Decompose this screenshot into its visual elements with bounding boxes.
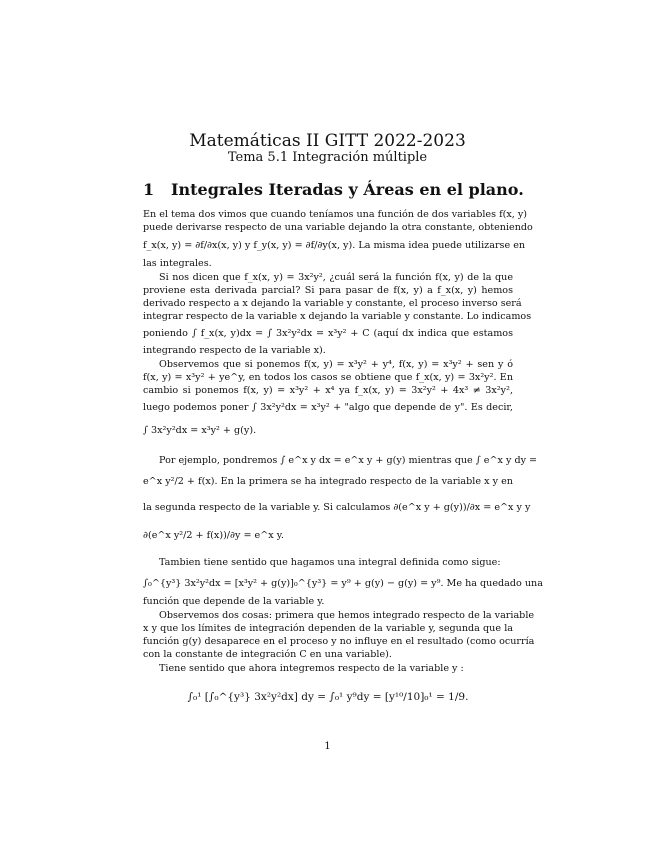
text-line: Si nos dicen que f_x(x, y) = 3x²y², ¿cuál será la función f(x, y) de la que	[159, 272, 513, 283]
text-line: integrando respecto de la variable x).	[143, 345, 326, 356]
text-line: proviene esta derivada parcial? Si para pasar de f(x, y) a f_x(x, y) hemos	[143, 285, 513, 296]
text-line: luego podemos poner ∫ 3x²y²dx = x³y² + "algo que depende de y". Es decir,	[143, 402, 513, 413]
text-line: ∫ 3x²y²dx = x³y² + g(y).	[143, 425, 257, 436]
text-line: Tambien tiene sentido que hagamos una integral definida como sigue:	[159, 557, 501, 568]
text-line: función que depende de la variable y.	[143, 596, 325, 607]
text-line: ∂(e^x y²/2 + f(x))/∂y = e^x y.	[143, 530, 284, 541]
text-line: Observemos dos cosas: primera que hemos integrado respecto de la variable	[159, 610, 535, 621]
text-line: las integrales.	[143, 258, 212, 269]
text-line: f_x(x, y) = ∂f/∂x(x, y) y f_y(x, y) = ∂f/∂y(x, y). La misma idea puede utilizarse en	[143, 240, 526, 251]
text-line: Por ejemplo, pondremos ∫ e^x y dx = e^x y + g(y) mientras que ∫ e^x y dy =	[159, 455, 538, 466]
text-line: puede derivarse respecto de una variable dejando la otra constante, obteniendo	[143, 222, 533, 233]
text-line: poniendo ∫ f_x(x, y)dx = ∫ 3x²y²dx = x³y² + C (aquí dx indica que estamos	[143, 328, 513, 339]
section-heading	[143, 180, 524, 200]
section-title: Integrales Iteradas y Áreas en el plano.	[171, 180, 524, 199]
text-line: En el tema dos vimos que cuando teníamos una función de dos variables f(x, y)	[143, 209, 528, 220]
text-line: e^x y²/2 + f(x). En la primera se ha integrado respecto de la variable x y en	[143, 476, 513, 487]
section-number: 1	[143, 180, 155, 199]
text-line: x y que los límites de integración dependen de la variable y, segunda que la	[143, 623, 513, 634]
display-equation: ∫₀¹ [∫₀^{y³} 3x²y²dx] dy = ∫₀¹ y⁹dy = [y¹⁰/10]₀¹ = 1/9.	[187, 691, 469, 703]
text-line: función g(y) desaparece en el proceso y no influye en el resultado (como ocurría	[143, 636, 535, 647]
text-line: ∫₀^{y³} 3x²y²dx = [x³y² + g(y)]₀^{y³} = y⁹ + g(y) − g(y) = y⁹. Me ha quedado una	[143, 578, 543, 589]
text-line: derivado respecto a x dejando la variable y constante, el proceso inverso será	[143, 298, 522, 309]
text-line: Observemos que si ponemos f(x, y) = x³y² + y⁴, f(x, y) = x³y² + sen y ó	[159, 359, 513, 370]
page-number: 1	[324, 741, 331, 752]
text-line: integrar respecto de la variable x dejando la variable y constante. Lo indicamos	[143, 311, 532, 322]
document-title: Matemáticas II GITT 2022-2023	[189, 131, 466, 151]
document-subtitle: Tema 5.1 Integración múltiple	[227, 150, 428, 165]
text-line: f(x, y) = x³y² + ye^y, en todos los casos se obtiene que f_x(x, y) = 3x²y². En	[143, 372, 513, 383]
text-line: la segunda respecto de la variable y. Si calculamos ∂(e^x y + g(y))/∂x = e^x y y	[143, 502, 531, 513]
text-line: con la constante de integración C en una variable).	[143, 649, 392, 660]
text-line: Tiene sentido que ahora integremos respecto de la variable y :	[159, 663, 464, 674]
text-line: cambio si ponemos f(x, y) = x³y² + x⁴ ya f_x(x, y) = 3x²y² + 4x³ ≠ 3x²y²,	[143, 385, 513, 396]
